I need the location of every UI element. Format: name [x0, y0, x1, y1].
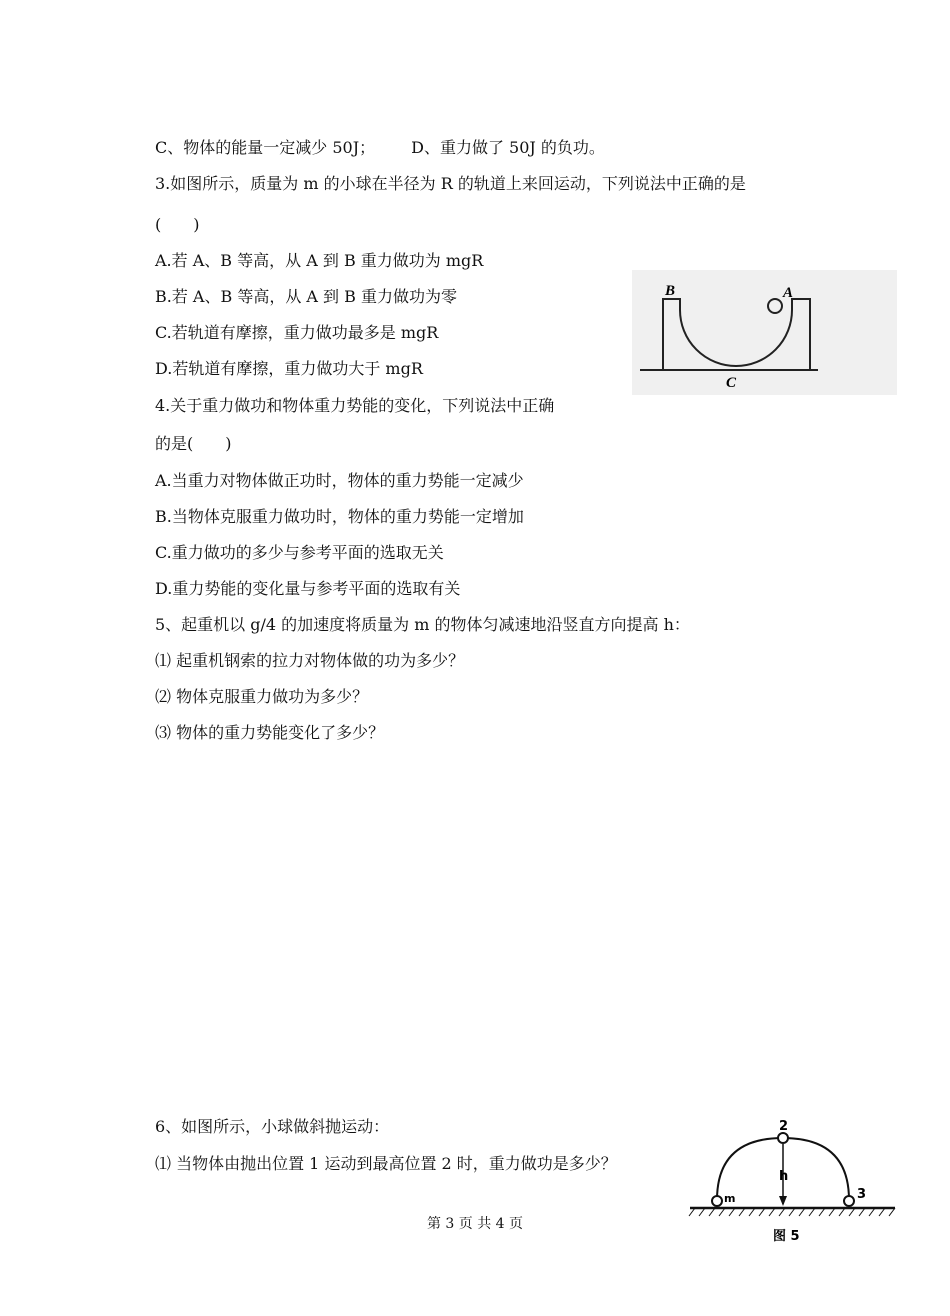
- height-arrow-icon: [779, 1196, 787, 1206]
- q2-option-c: C、物体的能量一定减少 50J；: [155, 138, 376, 157]
- q2-options-line: [155, 138, 605, 158]
- q3-option-b: B.若 A、B 等高，从 A 到 B 重力做功为零: [155, 287, 457, 306]
- q3-track-figure: [632, 270, 897, 395]
- label-c: C: [726, 375, 737, 391]
- q4-stem: 4.关于重力做功和物体重力势能的变化，下列说法中正确: [155, 396, 555, 415]
- q5-sub-2: ⑵ 物体克服重力做功为多少？: [155, 687, 369, 706]
- ball-position-1: [712, 1196, 722, 1206]
- ball-icon: [768, 299, 782, 313]
- label-h: h: [779, 1169, 789, 1184]
- ball-position-3: [844, 1196, 854, 1206]
- q3-stem: 3.如图所示，质量为 m 的小球在半径为 R 的轨道上来回运动，下列说法中正确的是: [155, 174, 746, 193]
- label-b: B: [665, 283, 676, 299]
- q4-option-c: C.重力做功的多少与参考平面的选取无关: [155, 543, 444, 562]
- label-2: 2: [779, 1119, 789, 1134]
- q6-sub-1: ⑴ 当物体由抛出位置 1 运动到最高位置 2 时，重力做功是多少？: [155, 1154, 617, 1173]
- q4-option-a: A.当重力对物体做正功时，物体的重力势能一定减少: [155, 471, 524, 490]
- q3-option-a: A.若 A、B 等高，从 A 到 B 重力做功为 mgR: [155, 251, 484, 270]
- q4-option-d: D.重力势能的变化量与参考平面的选取有关: [155, 579, 461, 598]
- q2-option-d: D、重力做了 50J 的负功。: [411, 138, 605, 157]
- track-diagram: [632, 270, 897, 395]
- q5-stem: 5、起重机以 g/4 的加速度将质量为 m 的物体匀减速地沿竖直方向提高 h：: [155, 615, 690, 634]
- page-footer: 第 3 页 共 4 页: [426, 1216, 524, 1232]
- q6-stem: 6、如图所示，小球做斜抛运动：: [155, 1117, 390, 1136]
- figure-caption: 图 5: [773, 1229, 800, 1244]
- q3-option-d: D.若轨道有摩擦，重力做功大于 mgR: [155, 359, 423, 378]
- q5-sub-3: ⑶ 物体的重力势能变化了多少？: [155, 723, 385, 742]
- label-a: A: [783, 285, 794, 301]
- q5-sub-1: ⑴ 起重机钢索的拉力对物体做的功为多少？: [155, 651, 465, 670]
- q3-answer-paren: ( ): [155, 215, 200, 234]
- q4-option-b: B.当物体克服重力做功时，物体的重力势能一定增加: [155, 507, 524, 526]
- label-m: m: [724, 1192, 736, 1205]
- ball-position-2: [778, 1133, 788, 1143]
- q3-option-c: C.若轨道有摩擦，重力做功最多是 mgR: [155, 323, 439, 342]
- label-3: 3: [857, 1187, 867, 1202]
- q4-stem-continued: 的是( ): [155, 434, 232, 453]
